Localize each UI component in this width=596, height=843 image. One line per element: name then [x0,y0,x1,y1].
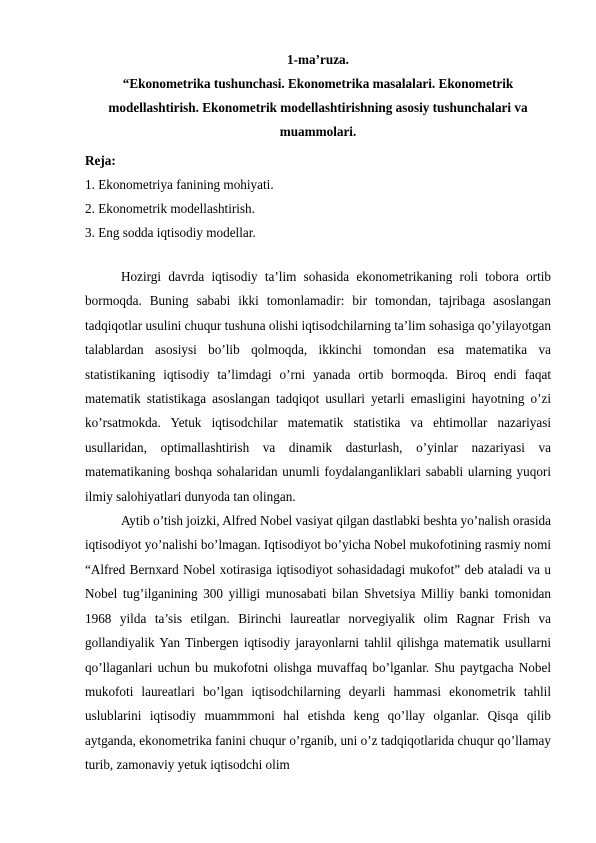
plan-label: Reja: [85,153,116,168]
body-paragraph: Aytib o’tish joizki, Alfred Nobel vasiyat qilgan dastlabki beshta yo’nalish orasida iqtisodiyot yo’nalishi bo’lmagan. Iqtisodiyot bo’yicha Nobel mukofotining rasmiy nomi “Alfred Bernxard Nobel xotirasiga iqtisodiyot sohasidadagi mukofot” deb ataladi va u Nobel tug’ilganining 300 yilligi munosabati bilan Shvetsiya Milliy banki tomonidan 1968 yilda ta’sis etilgan. Birinchi laureatlar norvegiyalik olim Ragnar Frish va gollandiyalik Yan Tinbergen iqtisodiy jarayonlarni tahlil qilishga matematik usullarni qo’llaganlari uchun bu mukofotni olishga muvaffaq bo’lganlar. Shu paytgacha Nobel mukofoti laureatlari bo’lgan iqtisodchilarning deyarli hammasi ekonometrik tahlil uslublarini iqtisodiy muammmoni hal etishda keng qo’llay olganlar. Qisqa qilib aytganda, ekonometrika fanini chuqur o’rganib, uni o’z tadqiqotlarida chuqur qo’llamay turib, zamonaviy yetuk iqtisodchi olim [85,513,551,773]
body-paragraph: Hozirgi davrda iqtisodiy ta’lim sohasida ekonometrikaning roli tobora ortib bormoqda. Buning sababi ikki tomonlamadir: bir tomondan, tajribaga asoslangan tadqiqotlar usulini chuqur tushuna olishi iqtisodchilarning ta’lim sohasiga qo’yilayotgan talablardan asosiysi bo’lib qolmoqda, ikkinchi tomondan esa matematika va statistikaning iqtisodiy ta’limdagi o’rni yanada ortib bormoqda. Biroq endi faqat matematik statistikaga asoslangan tadqiqot usullari yetarli emasligini hayotning o’zi ko’rsatmokda. Yetuk iqtisodchilar matematik statistika va ehtimollar nazariyasi usullaridan, optimallashtirish va dinamik dasturlash, o’yinlar nazariyasi va matematikaning boshqa sohalaridan unumli foydalanganliklari sababli ularning yuqori ilmiy salohiyatlari dunyoda tan olingan. [85,269,551,504]
plan-item: 2. Ekonometrik modellashtirish. [85,201,255,216]
plan-item: 3. Eng sodda iqtisodiy modellar. [85,225,256,240]
body-text [85,265,551,778]
plan-item: 1. Ekonometriya fanining mohiyati. [85,177,274,192]
lecture-number: 1-ma’ruza. [287,52,349,67]
plan-list [85,173,274,245]
lecture-title: “Ekonometrika tushunchasi. Ekonometrika masalalari. Ekonometrik modellashtirish. Ekonometrik modellashtirishning asosiy tushunchalari va muammolari. [108,76,528,139]
